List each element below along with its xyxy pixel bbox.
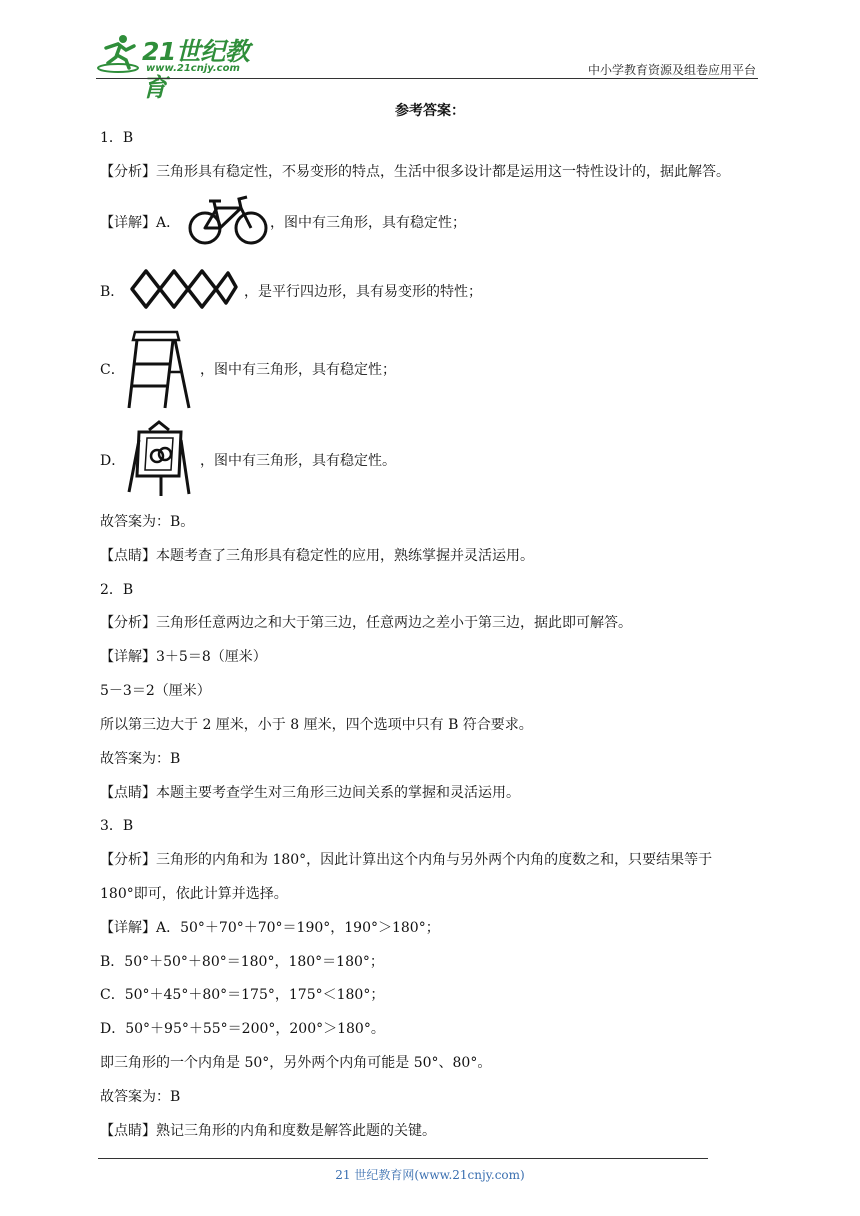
q1-detail-a-text: ，图中有三角形，具有稳定性； bbox=[270, 215, 466, 231]
site-logo bbox=[96, 30, 266, 102]
q2-detail-2: 5－3＝2（厘米） bbox=[100, 683, 211, 699]
easel-board-icon bbox=[125, 420, 197, 498]
q2-answer: 故答案为：B bbox=[100, 751, 181, 767]
footer-divider bbox=[98, 1158, 708, 1159]
logo-url: www.21cnjy.com bbox=[146, 63, 240, 74]
q1-comment: 【点睛】本题考查了三角形具有稳定性的应用，熟练掌握并灵活运用。 bbox=[100, 548, 534, 564]
page-header bbox=[96, 30, 756, 102]
q3-detail-d: D．50°＋95°＋55°＝200°，200°＞180°。 bbox=[100, 1021, 385, 1037]
logo-text: 21世纪教育 bbox=[142, 37, 250, 102]
q2-detail-1: 【详解】3＋5＝8（厘米） bbox=[100, 649, 267, 665]
q3-analysis-1: 【分析】三角形的内角和为 180°，因此计算出这个内角与另外两个内角的度数之和，只要结果等于 bbox=[100, 852, 713, 868]
q1-detail-c-label: C． bbox=[100, 362, 125, 378]
q2-comment: 【点睛】本题主要考查学生对三角形三边间关系的掌握和灵活运用。 bbox=[100, 785, 520, 801]
q3-comment: 【点睛】熟记三角形的内角和度数是解答此题的关键。 bbox=[100, 1123, 436, 1139]
q1-detail-b-text: ，是平行四边形，具有易变形的特性； bbox=[244, 284, 482, 300]
q3-number: 3．B bbox=[100, 818, 134, 834]
q1-analysis: 【分析】三角形具有稳定性，不易变形的特点，生活中很多设计都是运用这一特性设计的，据此解答。 bbox=[100, 164, 730, 180]
q3-detail-b: B．50°＋50°＋80°＝180°，180°＝180°； bbox=[100, 954, 384, 970]
q1-number: 1．B bbox=[100, 130, 134, 146]
runner-logo-icon bbox=[96, 30, 142, 76]
page-footer[interactable]: 21 世纪教育网(www.21cnjy.com) bbox=[335, 1168, 525, 1182]
header-divider bbox=[96, 78, 758, 79]
step-ladder-icon bbox=[125, 328, 193, 412]
q3-answer: 故答案为：B bbox=[100, 1089, 181, 1105]
q1-detail-d-text: ，图中有三角形，具有稳定性。 bbox=[200, 453, 396, 469]
bicycle-icon bbox=[187, 192, 269, 247]
q2-analysis: 【分析】三角形任意两边之和大于第三边，任意两边之差小于第三边，据此即可解答。 bbox=[100, 615, 632, 631]
q1-detail-d-label: D． bbox=[100, 453, 126, 469]
q3-detail-c: C．50°＋45°＋80°＝175°，175°＜180°； bbox=[100, 987, 385, 1003]
page-title: 参考答案： bbox=[395, 103, 465, 119]
q3-detail-a: 【详解】A．50°＋70°＋70°＝190°，190°＞180°； bbox=[100, 920, 440, 936]
platform-name: 中小学教育资源及组卷应用平台 bbox=[587, 63, 756, 77]
folding-lattice-icon bbox=[128, 265, 240, 313]
q1-answer: 故答案为：B。 bbox=[100, 514, 195, 530]
q1-detail-c-text: ，图中有三角形，具有稳定性； bbox=[200, 362, 396, 378]
q3-analysis-2: 180°即可，依此计算并选择。 bbox=[100, 886, 288, 902]
q2-number: 2．B bbox=[100, 582, 134, 598]
q1-detail-b-label: B． bbox=[100, 284, 125, 300]
q3-conclusion: 即三角形的一个内角是 50°，另外两个内角可能是 50°、80°。 bbox=[100, 1055, 492, 1071]
q2-detail-3: 所以第三边大于 2 厘米，小于 8 厘米，四个选项中只有 B 符合要求。 bbox=[100, 717, 533, 733]
q1-detail-a-label: 【详解】A． bbox=[100, 215, 181, 231]
